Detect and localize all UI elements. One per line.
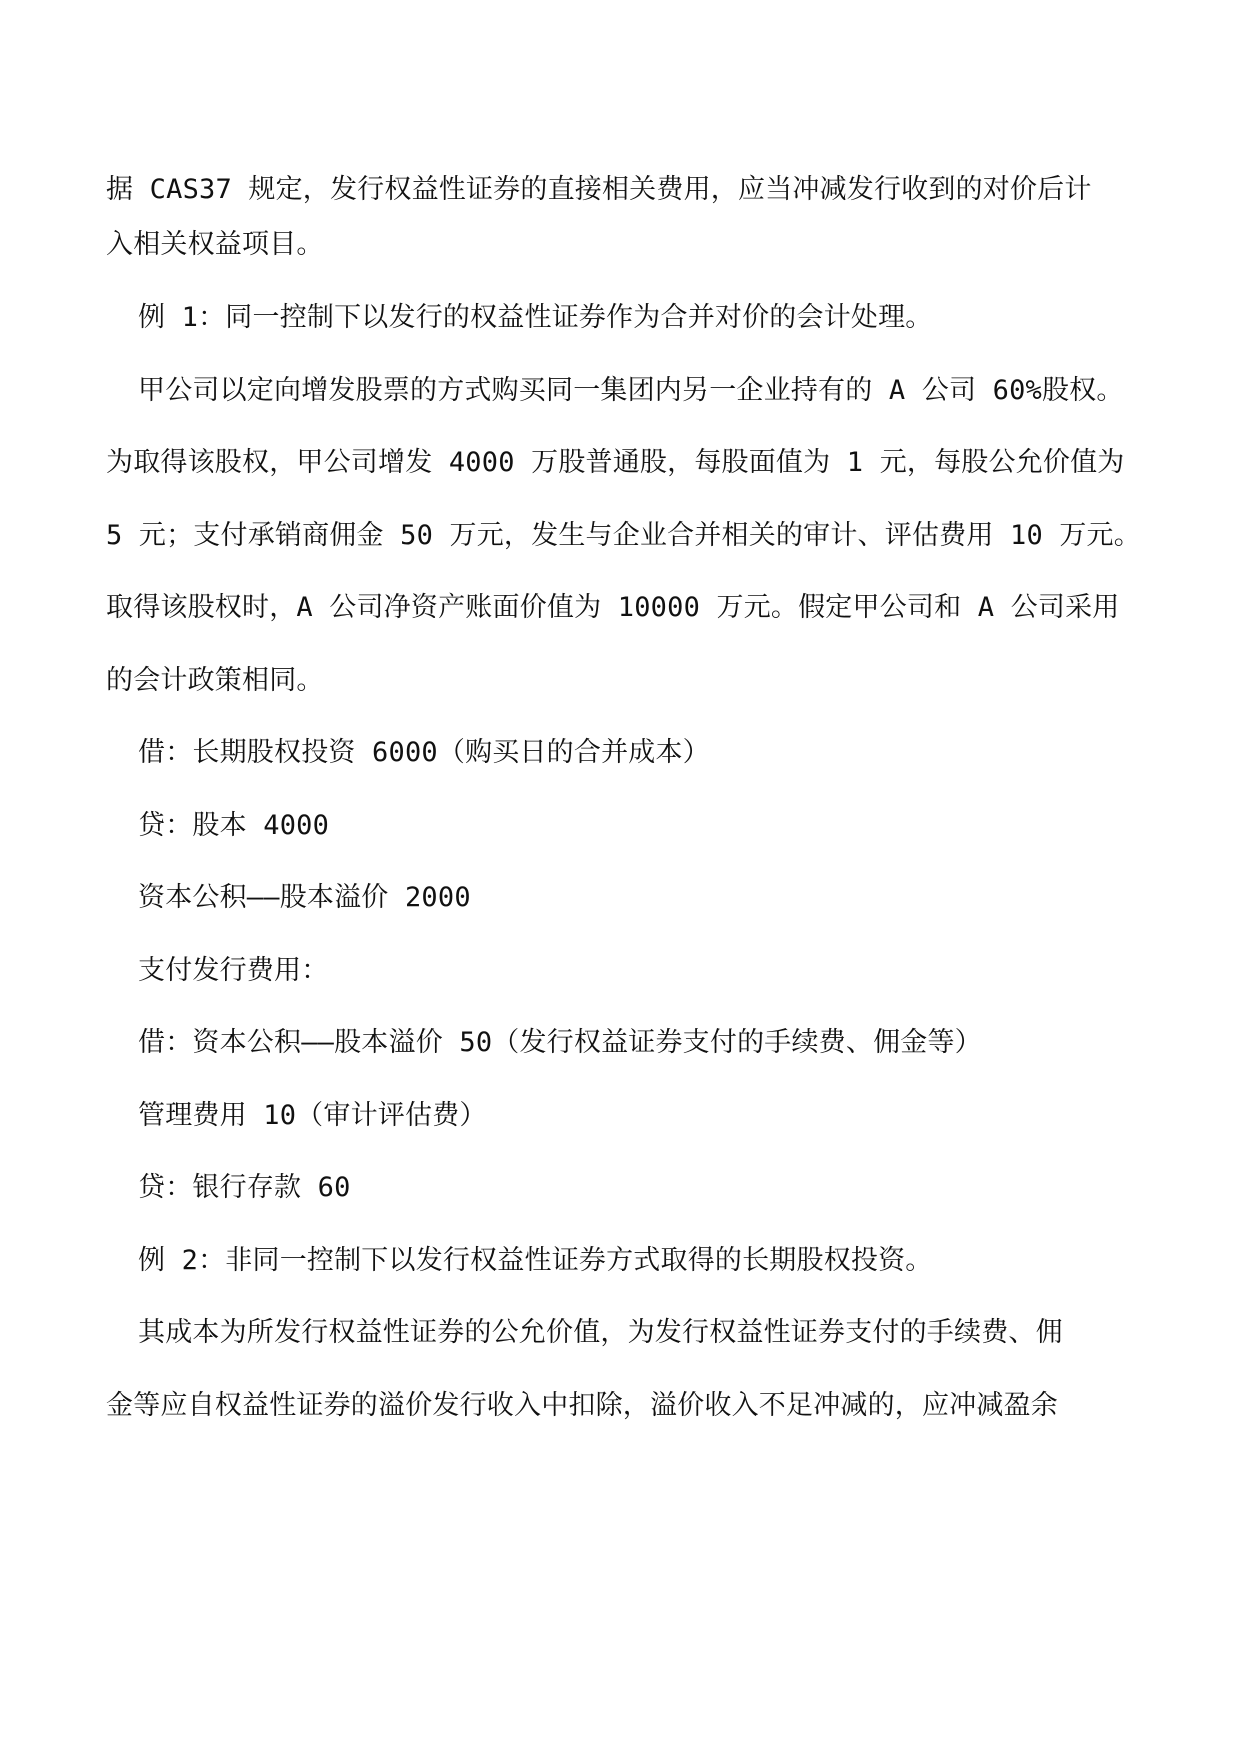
paragraph-cas37-line-2: 入相关权益项目。 — [106, 229, 324, 260]
issuance-costs-heading: 支付发行费用： — [138, 955, 329, 986]
example-1-text-line-4: 取得该股权时，A 公司净资产账面价值为 10000 万元。假定甲公司和 A 公司采用 — [106, 592, 1120, 623]
example-1-text-line-2: 为取得该股权，甲公司增发 4000 万股普通股，每股面值为 1 元，每股公允价值为 — [106, 447, 1125, 478]
journal-entry-admin-expense: 管理费用 10（审计评估费） — [138, 1100, 487, 1131]
example-1-heading: 例 1：同一控制下以发行的权益性证券作为合并对价的会计处理。 — [138, 302, 933, 333]
journal-entry-debit-capital-reserve: 借：资本公积——股本溢价 50（发行权益证券支付的手续费、佣金等） — [138, 1027, 982, 1058]
journal-entry-credit-bank: 贷：银行存款 60 — [138, 1172, 351, 1203]
example-1-text-line-3: 5 元；支付承销商佣金 50 万元，发生与企业合并相关的审计、评估费用 10 万元。 — [106, 520, 1141, 551]
journal-entry-debit-investment: 借：长期股权投资 6000（购买日的合并成本） — [138, 737, 710, 768]
example-1-text-line-1: 甲公司以定向增发股票的方式购买同一集团内另一企业持有的 A 公司 60%股权。 — [138, 375, 1124, 406]
journal-entry-capital-reserve: 资本公积——股本溢价 2000 — [138, 882, 471, 913]
journal-entry-credit-share-capital: 贷：股本 4000 — [138, 810, 330, 841]
paragraph-cas37-line-1: 据 CAS37 规定，发行权益性证券的直接相关费用，应当冲减发行收到的对价后计 — [106, 174, 1092, 205]
example-2-text-line-1: 其成本为所发行权益性证券的公允价值，为发行权益性证券支付的手续费、佣 — [138, 1317, 1063, 1348]
example-1-text-line-5: 的会计政策相同。 — [106, 665, 324, 696]
example-2-heading: 例 2：非同一控制下以发行权益性证券方式取得的长期股权投资。 — [138, 1245, 933, 1276]
example-2-text-line-2: 金等应自权益性证券的溢价发行收入中扣除，溢价收入不足冲减的，应冲减盈余 — [106, 1390, 1058, 1421]
